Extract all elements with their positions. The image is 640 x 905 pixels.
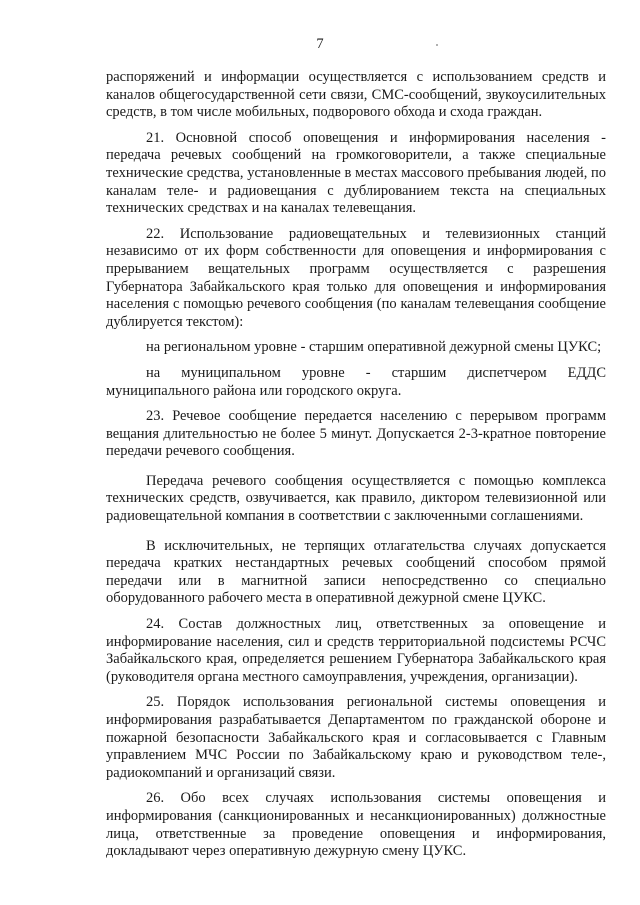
paragraph-25: 25. Порядок использования региональной системы оповещения и информирования разрабатывается Департаментом по гражданской обороне и пожарной безопасности Забайкальского края и согласовывается с Главным управлением МЧС России по Забайкальскому краю и руководством теле-, радиокомпаний и организаций связи. (106, 694, 606, 781)
paragraph-26: 26. Обо всех случаях использования системы оповещения и информирования (санкционированных и несанкционированных) должностные лица, ответственные за проведение оповещения и информирования, докладывают через оперативную дежурную смену ЦУКС. (106, 790, 606, 860)
paragraph-23: 23. Речевое сообщение передается населению с перерывом программ вещания длительностью не более 5 минут. Допускается 2-3-кратное повторение передачи речевого сообщения. (106, 408, 606, 460)
paragraph-24: 24. Состав должностных лиц, ответственных за оповещение и информирование населения, сил и средств территориальной подсистемы РСЧС Забайкальского края, определяется решением Губернатора Забайкальского края (руководителя органа местного самоуправления, учреждения, организации). (106, 616, 606, 685)
paragraph-transmission: Передача речевого сообщения осуществляется с помощью комплекса технических средств, озвучивается, как правило, диктором телевизионной или радиовещательной компания в соответствии с заключенными соглашениями. (106, 472, 606, 525)
paragraph-21: 21. Основной способ оповещения и информирования населения - передача речевых сообщений на громкоговорители, а также специальные технические средства, установленные в местах массового пребывания людей, по каналам теле- и радиовещания с дублированием текста на специальных технических средствах и на каналах телевещания. (106, 129, 606, 217)
paragraph-municipal-level: на муниципальном уровне - старшим диспетчером ЕДДС муниципального района или городского округа. (106, 364, 606, 399)
paragraph-exceptional-cases: В исключительных, не терпящих отлагательства случаях допускается передача кратких нестандартных речевых сообщений способом прямой передачи или в магнитной записи непосредственно со специально оборудованного рабочего места в оперативной дежурной смене ЦУКС. (106, 537, 606, 607)
paragraph-22: 22. Использование радиовещательных и телевизионных станций независимо от их форм собственности для оповещения и информирования с прерыванием вещательных программ осуществляется с разрешения Губернатора Забайкальского края только для оповещения и информирования населения с помощью речевого сообщения (по каналам телевещания сообщение дублируется текстом): (106, 225, 606, 330)
page-number: 7 (316, 36, 324, 52)
scan-speck (436, 44, 438, 46)
paragraph-regional-level: на региональном уровне - старшим оперативной дежурной смены ЦУКС; (146, 339, 602, 356)
paragraph-continuation: распоряжений и информации осуществляется с использованием средств и каналов общегосударственной сети связи, СМС-сообщений, звукоусилительных средств, в том числе мобильных, подворового обхода и схода граждан. (106, 69, 606, 121)
document-body (106, 69, 606, 861)
